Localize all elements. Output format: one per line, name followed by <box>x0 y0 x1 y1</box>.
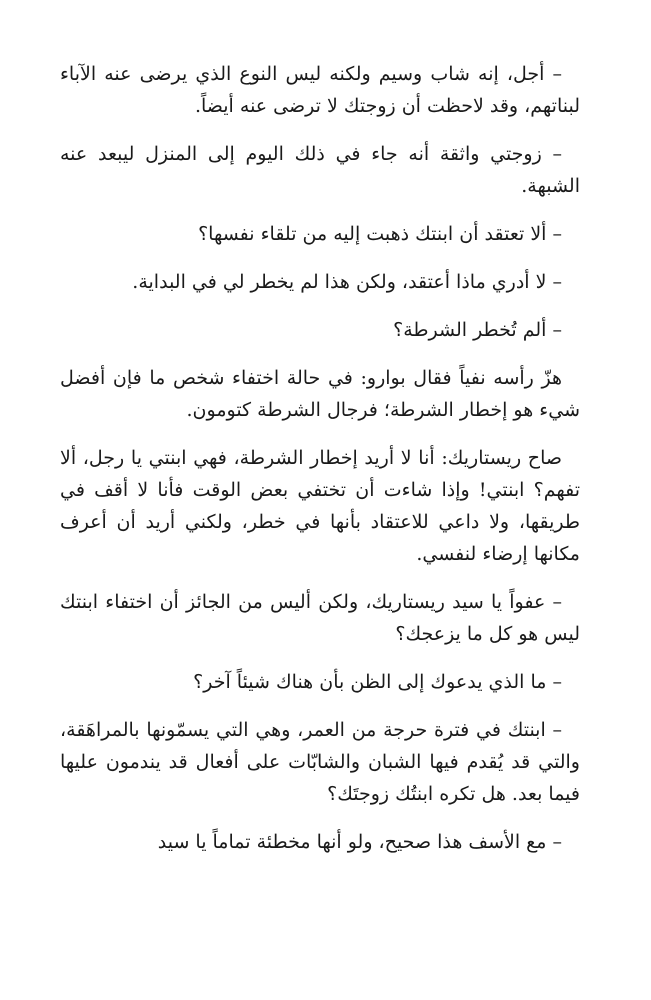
paragraph: صاح ريستاريك: أنا لا أريد إخطار الشرطة، فهي ابنتي يا رجل، ألا تفهم؟ ابنتي! وإذا شاءت أن تختفي بعض الوقت فأنا لا أقف في طريقها، ولا داعي للاعتقاد بأنها في خطر، ولكني أريد أن أعرف مكانها إرضاء لنفسي. <box>60 447 580 565</box>
paragraph: – ألم تُخطر الشرطة؟ <box>393 319 562 341</box>
paragraph: – ما الذي يدعوك إلى الظن بأن هناك شيئاً آخر؟ <box>193 671 562 693</box>
paragraph: – ابنتك في فترة حرجة من العمر، وهي التي يسمّونها بالمراهَقة، والتي قد يُقدم فيها الشبان والشابّات على أفعال قد يندمون عليها فيما بعد. هل تكره ابنتُك زوجتَك؟ <box>60 719 580 805</box>
paragraph: هزّ رأسه نفياً فقال بوارو: في حالة اختفاء شخص ما فإن أفضل شيء هو إخطار الشرطة؛ فرجال الشرطة كتومون. <box>60 367 580 421</box>
paragraph: – مع الأسف هذا صحيح، ولو أنها مخطئة تماماً يا سيد <box>157 831 562 853</box>
book-page <box>60 58 580 874</box>
paragraph: – زوجتي واثقة أنه جاء في ذلك اليوم إلى المنزل ليبعد عنه الشبهة. <box>60 143 580 197</box>
paragraph: – عفواً يا سيد ريستاريك، ولكن أليس من الجائز أن اختفاء ابنتك ليس هو كل ما يزعجك؟ <box>60 591 580 645</box>
paragraph: – أجل، إنه شاب وسيم ولكنه ليس النوع الذي يرضى عنه الآباء لبناتهم، وقد لاحظت أن زوجتك لا ترضى عنه أيضاً. <box>60 63 580 117</box>
paragraph: – ألا تعتقد أن ابنتك ذهبت إليه من تلقاء نفسها؟ <box>198 223 562 245</box>
paragraph: – لا أدري ماذا أعتقد، ولكن هذا لم يخطر لي في البداية. <box>132 271 562 293</box>
